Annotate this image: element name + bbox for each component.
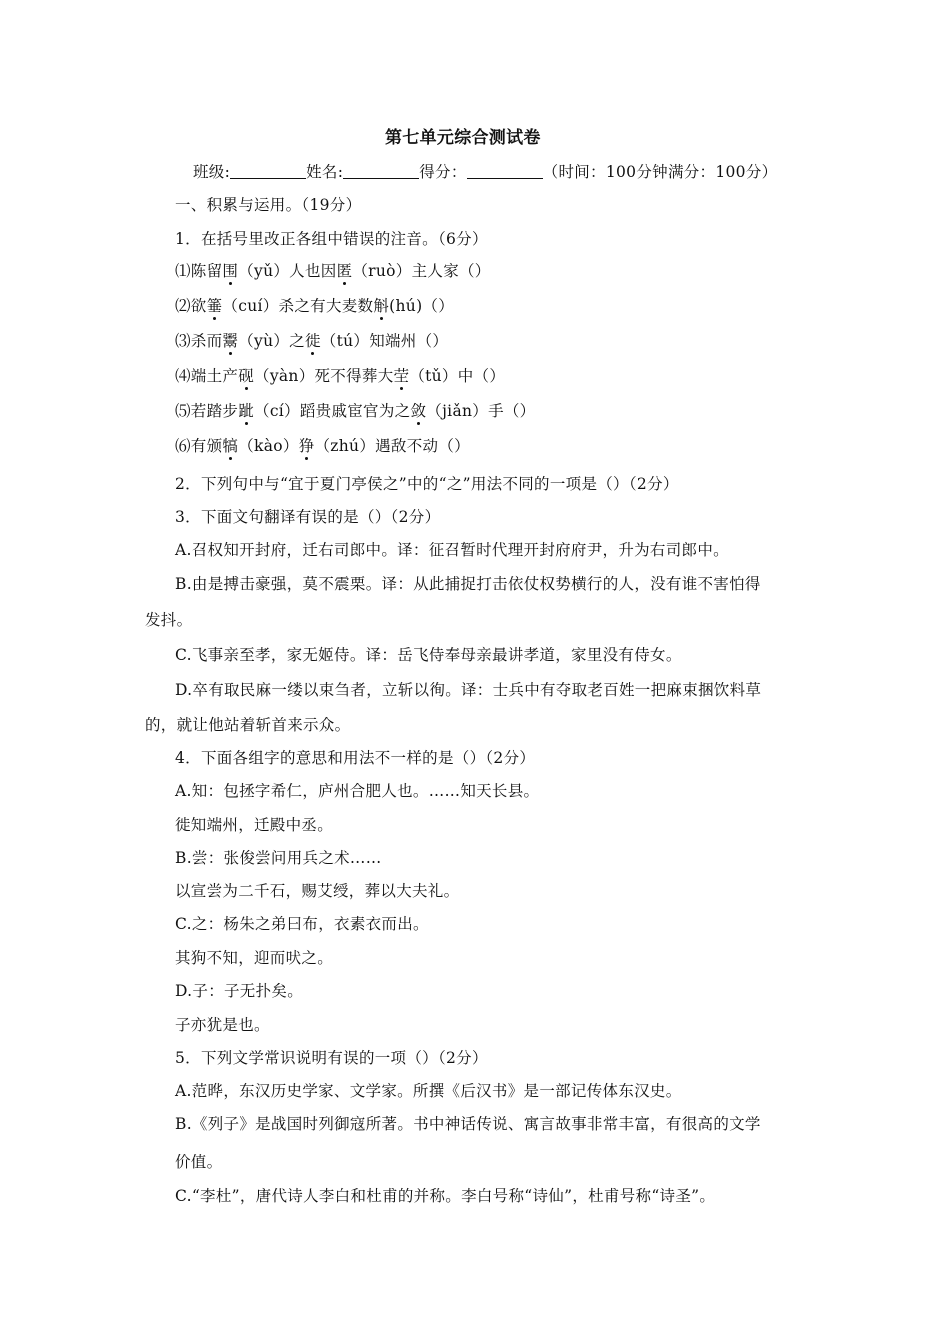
q3-option-a: A.召权知开封府，迁右司郎中。译：征召暂时代理开封府府尹，升为右司郎中。	[175, 541, 729, 559]
question-5-stem: 5．下列文学常识说明有误的一项（）（2分）	[175, 1049, 488, 1067]
q4-line: C.之：杨朱之弟曰布，衣素衣而出。	[175, 915, 429, 933]
q1-item: ⑶杀而鬻（yù）之徙（tú）知端州（）	[175, 332, 449, 350]
q1-item: ⑸若踏步跐（cí）蹈贵戚宦官为之敛（jiǎn）手（）	[175, 402, 536, 420]
question-4-stem: 4．下面各组字的意思和用法不一样的是（）（2分）	[175, 749, 536, 767]
q1-item: ⑹有颁犒（kào）狰（zhú）遇敌不动（）	[175, 437, 470, 455]
q4-line: D.子：子无扑矣。	[175, 982, 304, 1000]
class-label: 班级:	[193, 163, 231, 181]
q1-item: ⑷端土产砚（yàn）死不得葬大茔（tǔ）中（）	[175, 367, 506, 385]
q4-line: 徙知端州，迁殿中丞。	[175, 816, 334, 834]
q5-option-b-cont: 价值。	[175, 1153, 223, 1171]
question-2: 2．下列句中与“宜于夏门亭侯之”中的“之”用法不同的一项是（）（2分）	[175, 475, 679, 493]
question-3-stem: 3．下面文句翻译有误的是（）（2分）	[175, 508, 441, 526]
q3-option-c: C.飞事亲至孝，家无姬侍。译：岳飞侍奉母亲最讲孝道，家里没有侍女。	[175, 646, 682, 664]
name-blank	[343, 163, 419, 179]
q4-line: 其狗不知，迎而吠之。	[175, 949, 334, 967]
q3-option-d: D.卒有取民麻一缕以束刍者，立斩以徇。译：士兵中有夺取老百姓一把麻束捆饮料草	[175, 681, 762, 699]
exam-header	[193, 162, 777, 182]
page-title: 第七单元综合测试卷	[385, 128, 541, 148]
q5-option-b: B.《列子》是战国时列御寇所著。书中神话传说、寓言故事非常丰富，有很高的文学	[175, 1115, 761, 1133]
q5-option-a: A.范晔，东汉历史学家、文学家。所撰《后汉书》是一部记传体东汉史。	[175, 1082, 682, 1100]
q4-line: 以宣尝为二千石，赐艾绶，葬以大夫礼。	[175, 882, 460, 900]
q1-item: ⑵欲箠（cuí）杀之有大麦数斛(hú)（）	[175, 297, 455, 315]
score-blank	[467, 163, 543, 179]
q4-line: 子亦犹是也。	[175, 1016, 270, 1034]
q3-option-b: B.由是搏击豪强，莫不震栗。译：从此捕捉打击依仗权势横行的人，没有谁不害怕得	[175, 575, 761, 593]
q5-option-c: C.“李杜”，唐代诗人李白和杜甫的并称。李白号称“诗仙”，杜甫号称“诗圣”。	[175, 1187, 716, 1205]
class-blank	[230, 163, 306, 179]
question-1-stem: 1．在括号里改正各组中错误的注音。（6分）	[175, 230, 488, 248]
q3-option-d-cont: 的，就让他站着斩首来示众。	[145, 716, 351, 734]
q1-item: ⑴陈留围（yǔ）人也因匿（ruò）主人家（）	[175, 262, 491, 280]
section-heading: 一、积累与运用。（19分）	[175, 196, 362, 214]
score-label: 得分：	[419, 163, 467, 181]
name-label: 姓名:	[306, 163, 344, 181]
time-note: （时间：100分钟满分：100分）	[542, 163, 778, 181]
q3-option-b-cont: 发抖。	[145, 611, 193, 629]
q4-line: B.尝：张俊尝问用兵之术……	[175, 849, 382, 867]
q4-line: A.知：包拯字希仁，庐州合肥人也。……知天长县。	[175, 782, 540, 800]
